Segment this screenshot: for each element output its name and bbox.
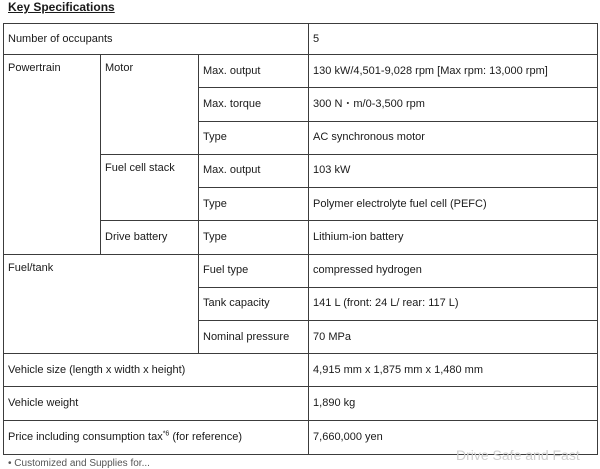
price-label-text: Price including consumption tax — [8, 430, 163, 443]
vehicle-weight-value: 1,890 kg — [309, 387, 598, 420]
vehicle-size-label: Vehicle size (length x width x height) — [4, 354, 309, 387]
fuel-cell-type-value: Polymer electrolyte fuel cell (PEFC) — [309, 188, 598, 221]
fuel-tank-label: Fuel/tank — [4, 254, 199, 354]
fuel-cell-max-output-label: Max. output — [199, 154, 309, 187]
fuel-type-value: compressed hydrogen — [309, 254, 598, 287]
motor-max-output-label: Max. output — [199, 55, 309, 88]
price-value: 7,660,000 yen — [309, 420, 598, 454]
motor-type-value: AC synchronous motor — [309, 121, 598, 154]
motor-max-torque-label: Max. torque — [199, 88, 309, 121]
vehicle-weight-label: Vehicle weight — [4, 387, 309, 420]
price-footnote-mark: *6 — [162, 430, 170, 438]
tank-capacity-label: Tank capacity — [199, 287, 309, 320]
table-row — [4, 24, 598, 55]
table-row — [4, 55, 598, 88]
occupants-value: 5 — [309, 24, 598, 55]
table-row — [4, 354, 598, 387]
vehicle-size-value: 4,915 mm x 1,875 mm x 1,480 mm — [309, 354, 598, 387]
drive-battery-type-value: Lithium-ion battery — [309, 221, 598, 254]
price-label — [4, 420, 309, 454]
section-title: Key Specifications — [8, 0, 115, 14]
fuel-cell-label: Fuel cell stack — [101, 154, 199, 220]
motor-max-torque-value: 300 N・m/0-3,500 rpm — [309, 88, 598, 121]
powertrain-label: Powertrain — [4, 55, 101, 254]
drive-battery-type-label: Type — [199, 221, 309, 254]
motor-type-label: Type — [199, 121, 309, 154]
motor-label: Motor — [101, 55, 199, 155]
watermark-text: Drive Safe and Fast — [456, 447, 580, 463]
fuel-cell-type-label: Type — [199, 188, 309, 221]
table-row — [4, 254, 598, 287]
nominal-pressure-value: 70 MPa — [309, 320, 598, 353]
nominal-pressure-label: Nominal pressure — [199, 320, 309, 353]
specifications-table — [3, 23, 598, 455]
fuel-cell-max-output-value: 103 kW — [309, 154, 598, 187]
fuel-type-label: Fuel type — [199, 254, 309, 287]
tank-capacity-value: 141 L (front: 24 L/ rear: 117 L) — [309, 287, 598, 320]
motor-max-output-value: 130 kW/4,501-9,028 rpm [Max rpm: 13,000 rpm] — [309, 55, 598, 88]
table-row — [4, 387, 598, 420]
footnote-text: • Customized and Supplies for... — [8, 458, 150, 469]
drive-battery-label: Drive battery — [101, 221, 199, 254]
price-label-suffix: (for reference) — [169, 430, 243, 443]
occupants-label: Number of occupants — [4, 24, 309, 55]
